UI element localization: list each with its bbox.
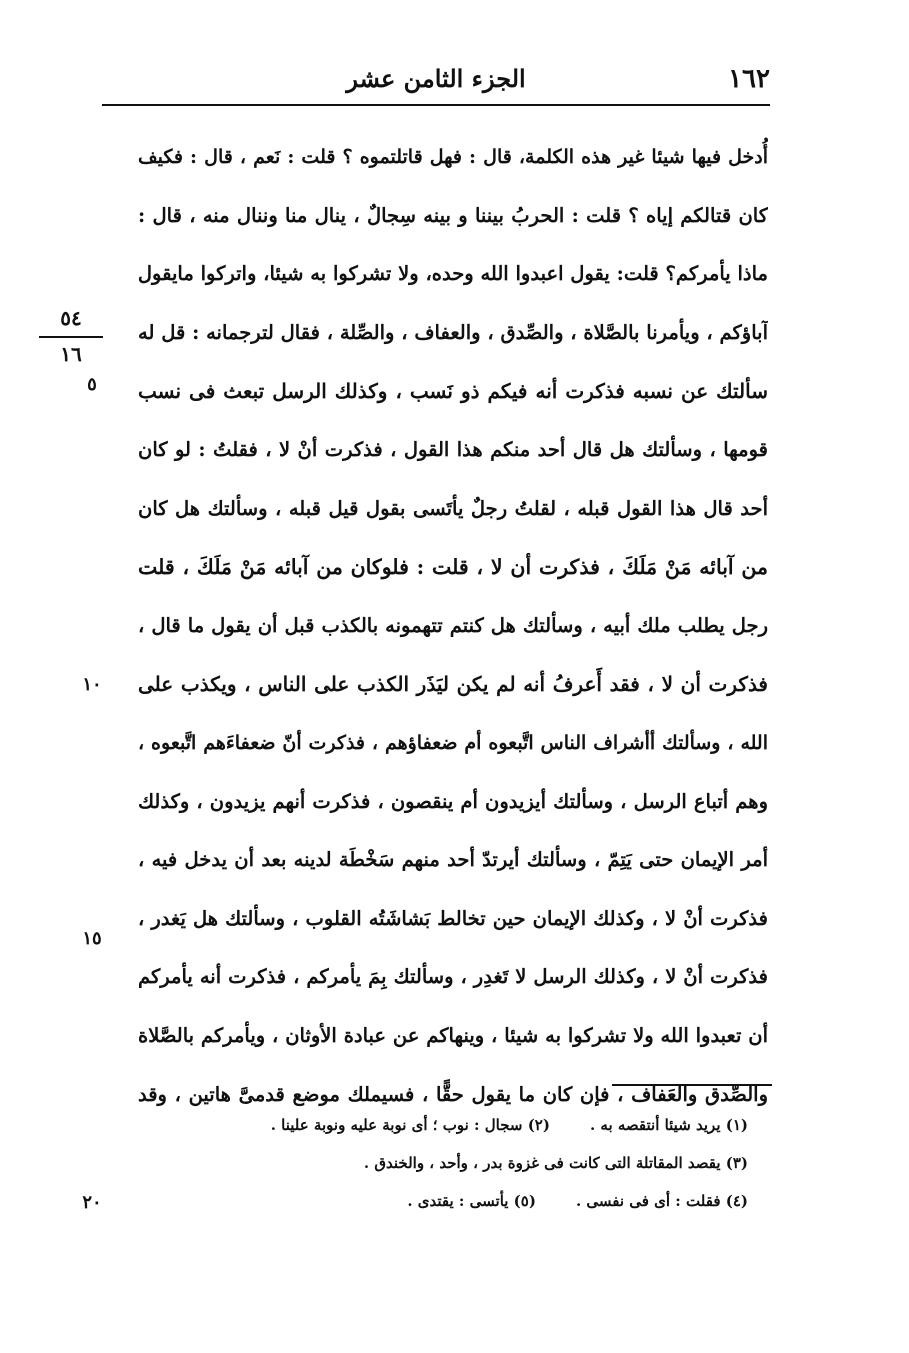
- footnote: (٣) يقصد المقاتلة التى كانت فى غزوة بدر ، وأحد ، والخندق .: [363, 1154, 748, 1172]
- text-line: رجل يطلب ملك أبيه ، وسألتك هل كنتم تتهمونه بالكذب قبل أن يقول ما قال ،: [138, 613, 768, 637]
- text-line: آباؤكم ، ويأمرنا بالصَّلاة ، والصِّدق ، والعفاف ، والصِّلة ، فقال لترجمانه : قل له: [138, 320, 768, 344]
- line-number: ٢٠: [82, 1192, 102, 1213]
- text-line: ماذا يأمركم؟ قلت: يقول اعبدوا الله وحده، ولا تشركوا به شيئا، واتركوا مايقول: [138, 262, 768, 286]
- footnote: (٢) سجال : نوب ؛ أى نوبة عليه ونوبة علينا .: [270, 1116, 550, 1134]
- text-line: فذكرت أنْ لا ، وكذلك الإيمان حين تخالط بَشاشَتُه القلوب ، وسألتك هل يَغدر ،: [138, 906, 768, 930]
- text-line: وهم أتباع الرسل ، وسألتك أيزيدون أم ينقصون ، فذكرت أنهم يزيدون ، وكذلك: [138, 789, 768, 813]
- text-line: فذكرت أن لا ، فقد أَعرفُ أنه لم يكن ليَذَر الكذب على الناس ، ويكذب على: [138, 672, 768, 697]
- text-line: الله ، وسألتك أأشراف الناس اتَّبعوه أم ضعفاؤهم ، فذكرت أنّ ضعفاءَهم اتَّبعوه ،: [138, 731, 768, 754]
- page-reference-top: ٥٤: [39, 306, 103, 338]
- line-number: ١٥: [82, 928, 102, 949]
- footnote: (١) يريد شيئا أنتقصه به .: [589, 1116, 748, 1134]
- footnotes: [200, 1106, 748, 1220]
- page-reference-bottom: ١٦: [60, 342, 82, 366]
- text-line: والصِّدق والعَفاف ، فإن كان ما يقول حقًّا ، فسيملك موضع قدمىَّ هاتين ، وقد: [138, 1082, 768, 1106]
- footnote-line: [200, 1182, 748, 1220]
- text-line: قومها ، وسألتك هل قال أحد منكم هذا القول ، فذكرت أنْ لا ، فقلتُ : لو كان: [138, 437, 768, 461]
- main-text: [138, 128, 768, 1124]
- header-rule: [102, 104, 770, 106]
- part-title: الجزء الثامن عشر: [346, 64, 526, 93]
- text-line: أحد قال هذا القول قبله ، لقلتُ رجلٌ يأتَسى بقول قيل قبله ، وسألتك هل كان: [138, 496, 768, 520]
- running-head: [102, 60, 770, 104]
- text-line: أن تعبدوا الله ولا تشركوا به شيئا ، وينهاكم عن عبادة الأوثان ، ويأمركم بالصَّلاة: [138, 1023, 768, 1047]
- line-number: ٥: [87, 374, 97, 395]
- text-line: أُدخل فيها شيئا غير هذه الكلمة، قال : فهل قاتلتموه ؟ قلت : نَعم ، قال : فكيف: [138, 146, 768, 168]
- text-line: أمر الإيمان حتى يَتِمّ ، وسألتك أيرتدّ أحد منهم سَخْطَة لدينه بعد أن يدخل فيه ،: [138, 848, 768, 872]
- footnote: (٤) فقلت : أى فى نفسى .: [575, 1192, 748, 1210]
- footnote: (٥) يأتسى : يقتدى .: [407, 1192, 536, 1210]
- text-line: كان قتالكم إياه ؟ قلت : الحربُ بيننا و بينه سِجالٌ ، ينال منا وننال منه ، قال :: [138, 203, 768, 227]
- page-number: ١٦٢: [728, 64, 770, 94]
- text-line: سألتك عن نسبه فذكرت أنه فيكم ذو نَسب ، وكذلك الرسل تبعث فى نسب: [138, 379, 768, 404]
- footnote-line: [200, 1144, 748, 1182]
- text-line: من آبائه مَنْ مَلَكَ ، فذكرت أن لا ، قلت : فلوكان من آبائه مَنْ مَلَكَ ، قلت: [138, 555, 768, 580]
- footnote-line: [200, 1106, 748, 1144]
- text-line: فذكرت أنْ لا ، وكذلك الرسل لا تَغدِر ، وسألتك بِمَ يأمركم ، فذكرت أنه يأمركم: [138, 965, 768, 989]
- line-number: ١٠: [82, 674, 102, 695]
- footnote-rule: [612, 1084, 772, 1086]
